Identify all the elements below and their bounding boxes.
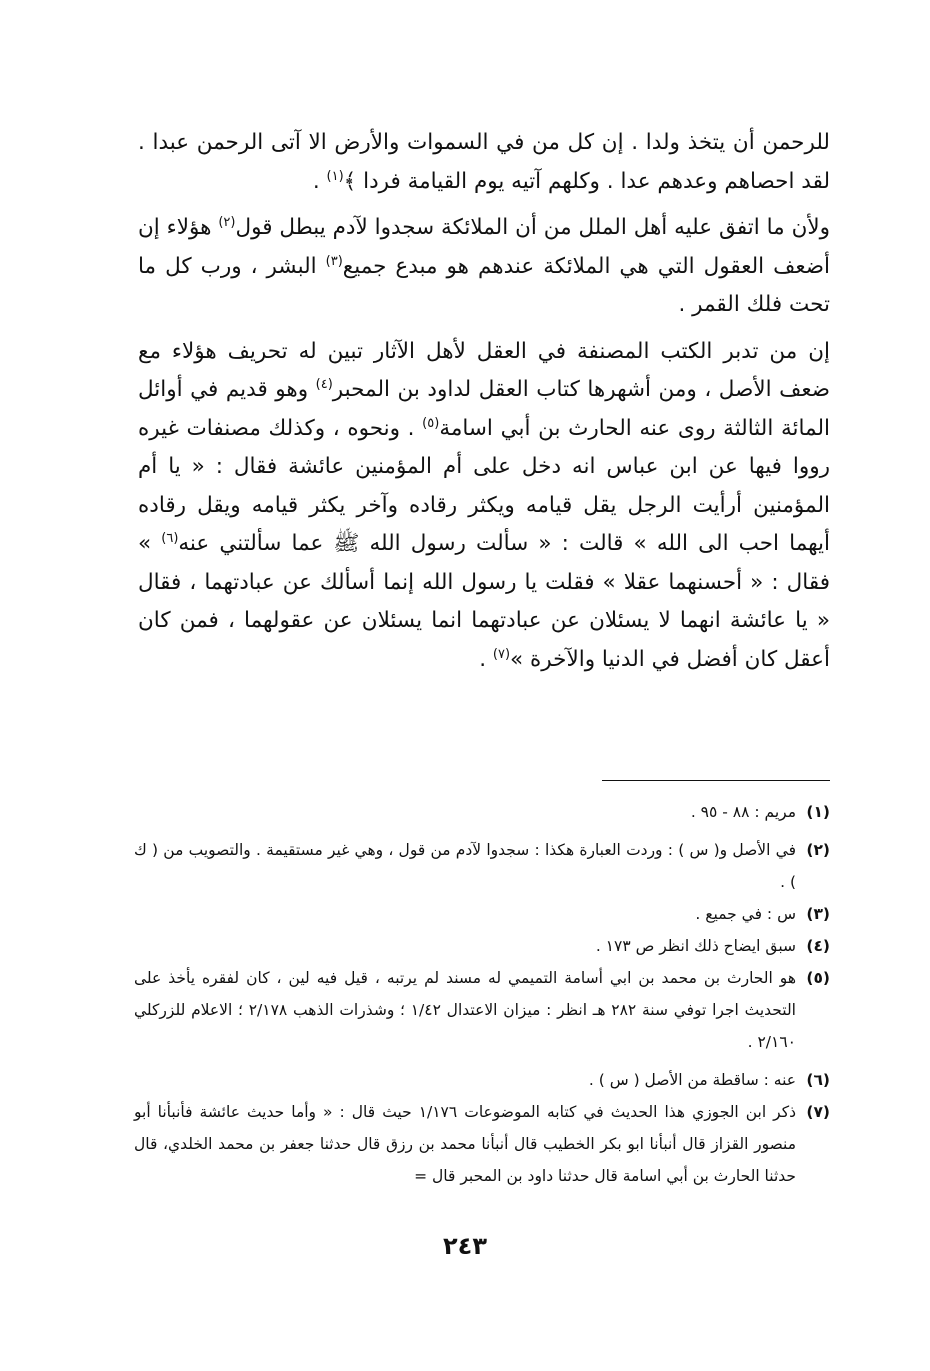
footnote-5 (134, 962, 830, 1058)
footnote-ref-1[interactable]: (١) (326, 168, 344, 184)
paragraph-1-text: للرحمن أن يتخذ ولدا . إن كل من في السموات والأرض الا آتى الرحمن عبدا . لقد احصاهم وعدهم عدا . وكلهم آتيه يوم القيامة فردا ﴾ (138, 130, 830, 194)
footnote-4 (134, 930, 830, 962)
footnote-number: (٢) (806, 841, 830, 859)
paragraph-2-part-a: ولأن ما اتفق عليه أهل الملل من أن الملائكة سجدوا لآدم يبطل قول (235, 215, 830, 240)
paragraph-3-part-d: » فقال : « أحسنهما عقلا » فقلت يا رسول الله إنما أسألك عن عبادتهما ، فقال « يا عائشة انهما لا يسئلان عن عبادتهما انما يسئلان عن عقولهما ، فمن كان أعقل كان أفضل في الدنيا والآخرة » (138, 531, 830, 672)
footnote-text: هو الحارث بن محمد بن ابي أسامة التميمي له مسند لم يرتبه ، قيل فيه لين ، كان لفقره يأخذ على التحديث اجرا توفي سنة ٢٨٢ هـ انظر : ميزان الاعتدال ١/٤٢ ؛ وشذرات الذهب ٢/١٧٨ ؛ الاعلام للزركلي ٢/١٦٠ . (134, 969, 796, 1051)
footnote-number: (٥) (806, 969, 830, 987)
footnote-text: سبق ايضاح ذلك انظر ص ١٧٣ . (595, 937, 796, 955)
footnote-ref-5[interactable]: (٥) (422, 415, 440, 431)
footnote-ref-3[interactable]: (٣) (325, 253, 343, 269)
footnote-text: عنه : ساقطة من الأصل ( س ) . (588, 1071, 796, 1089)
paragraph-3-part-e: . (479, 646, 493, 672)
paragraph-1 (138, 124, 830, 201)
paragraph-2 (138, 209, 830, 325)
footnote-ref-2[interactable]: (٢) (218, 214, 236, 230)
footnote-ref-7[interactable]: (٧) (492, 646, 511, 662)
page-number: ٢٤٣ (443, 1232, 487, 1260)
paragraph-2-part-c: البشر ، ورب كل ما تحت فلك القمر . (138, 253, 830, 317)
footnote-ref-6[interactable]: (٦) (161, 530, 179, 546)
footnote-text: في الأصل و( س ) : وردت العبارة هكذا : سجدوا لآدم من قول ، وهي غير مستقيمة . والتصويب من ( ك ) . (134, 841, 796, 891)
paragraph-3-part-b: وهو قديم في أوائل المائة الثالثة روى عنه الحارث بن أبي اسامة (138, 377, 830, 441)
footnote-number: (٦) (806, 1071, 830, 1089)
footnote-text: مريم : ٨٨ - ٩٥ . (690, 803, 796, 821)
footnotes (134, 796, 830, 1192)
footnote-ref-4[interactable]: (٤) (315, 376, 333, 392)
footnote-2 (134, 834, 830, 898)
paragraph-2-part-b: هؤلاء إن أضعف العقول التي هي الملائكة عندهم هو مبدع جميع (138, 215, 830, 279)
main-text (138, 124, 830, 679)
paragraph-3-part-a: إن من تدبر الكتب المصنفة في العقل لأهل الآثار تبين له تحريف هؤلاء مع ضعف الأصل ، ومن أشهرها كتاب العقل لداود بن المحبر (138, 338, 830, 402)
paragraph-1-tail: . (312, 168, 327, 194)
paragraph-3-part-c: . ونحوه ، وكذلك مصنفات غيره رووا فيها عن ابن عباس انه دخل على أم المؤمنين عائشة فقال : « يا أم المؤمنين أرأيت الرجل يقل قيامه ويكثر رقاده وآخر يكثر قيامه ويقل رقاده أيهما احب الى الله » قالت : « سألت رسول الله ﷺ عما سألتني عنه (138, 415, 830, 556)
footnote-text: س : في جميع . (695, 905, 796, 923)
footnote-number: (١) (806, 803, 830, 821)
footnote-7 (134, 1096, 830, 1192)
footnote-number: (٧) (806, 1103, 830, 1121)
footnote-number: (٤) (806, 937, 830, 955)
footnote-6 (134, 1064, 830, 1096)
footnote-3 (134, 898, 830, 930)
paragraph-3 (138, 333, 830, 680)
footnote-1 (134, 796, 830, 828)
footnote-separator (602, 780, 830, 781)
footnote-number: (٣) (806, 905, 830, 923)
footnote-text: ذكر ابن الجوزي هذا الحديث في كتابه الموضوعات ١/١٧٦ حيث قال : « وأما حديث عائشة فأنبأنا أبو منصور القزاز قال أنبأنا ابو بكر الخطيب قال أنبأنا محمد بن رزق قال حدثنا جعفر بن محمد الخلدي، قال حدثنا الحارث بن أبي اسامة قال حدثنا داود بن المحبر قال = (134, 1103, 797, 1185)
